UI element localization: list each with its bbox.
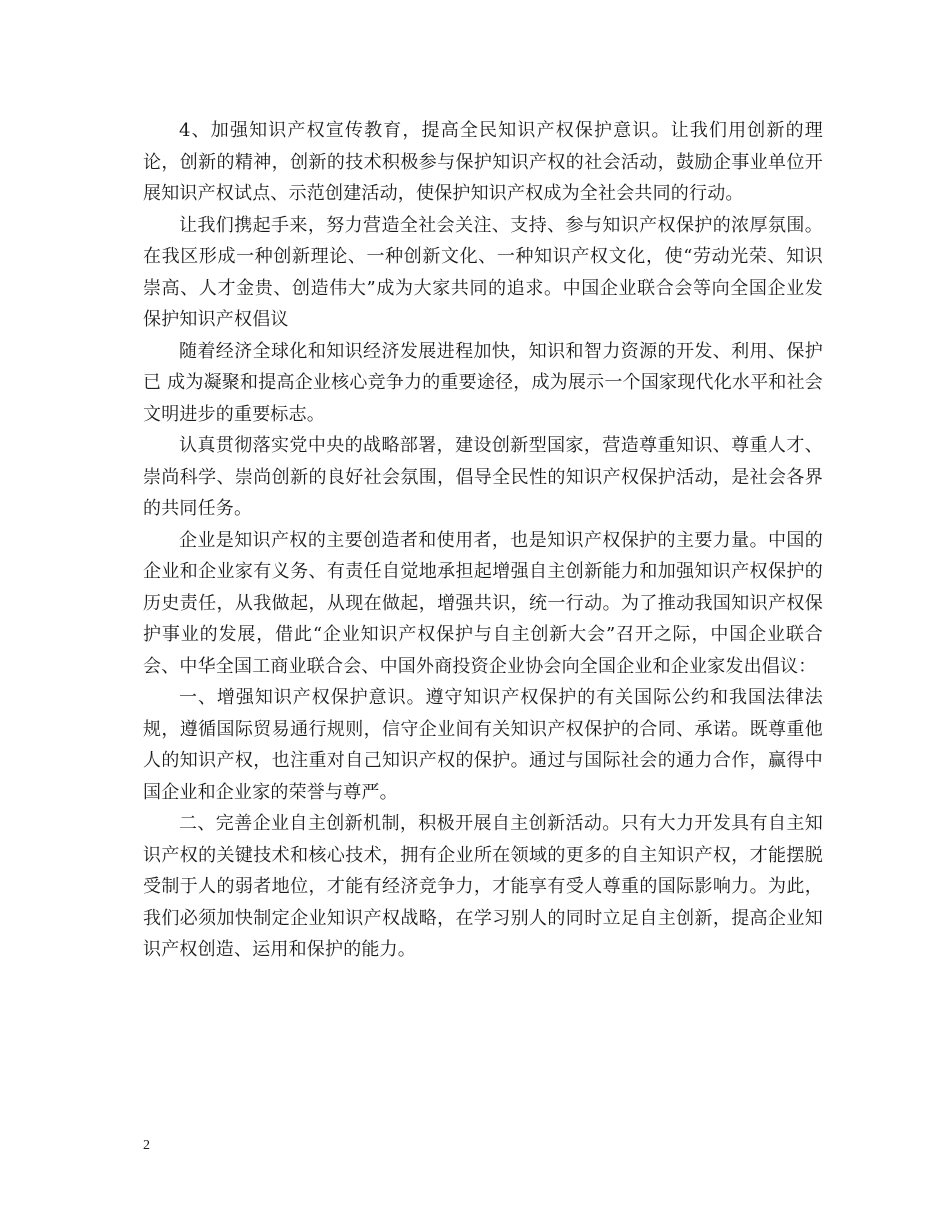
paragraph-4: 认真贯彻落实党中央的战略部署，建设创新型国家，营造尊重知识、尊重人才、崇尚科学、崇尚创新的良好社会氛围，倡导全民性的知识产权保护活动，是社会各界的共同任务。 [143, 435, 823, 519]
paragraph-5: 企业是知识产权的主要创造者和使用者，也是知识产权保护的主要力量。中国的企业和企业家有义务、有责任自觉地承担起增强自主创新能力和加强知识产权保护的历史责任，从我做起，从现在做起，增强共识，统一行动。为了推动我国知识产权保护事业的发展，借此“企业知识产权保护与自主创新大会”召开之际，中国企业联合会、中华全国工商业联合会、中国外商投资企业协会向全国企业和企业家发出倡议： [143, 529, 823, 677]
document-body [143, 115, 823, 966]
page-number: 2 [143, 1138, 150, 1153]
paragraph-7: 二、完善企业自主创新机制，积极开展自主创新活动。只有大力开发具有自主知识产权的关键技术和核心技术，拥有企业所在领域的更多的自主知识产权，才能摆脱受制于人的弱者地位，才能有经济竞争力，才能享有受人尊重的国际影响力。为此，我们必须加快制定企业知识产权战略，在学习别人的同时立足自主创新，提高企业知识产权创造、运用和保护的能力。 [143, 813, 823, 960]
paragraph-3: 随着经济全球化和知识经济发展进程加快，知识和智力资源的开发、利用、保护已 成为凝聚和提高企业核心竞争力的重要途径，成为展示一个国家现代化水平和社会文明进步的重要标志。 [143, 340, 823, 425]
paragraph-1: 4、加强知识产权宣传教育，提高全民知识产权保护意识。让我们用创新的理论，创新的精神，创新的技术积极参与保护知识产权的社会活动，鼓励企事业单位开展知识产权试点、示范创建活动，使保护知识产权成为全社会共同的行动。 [143, 120, 823, 204]
paragraph-6: 一、增强知识产权保护意识。遵守知识产权保护的有关国际公约和我国法律法规，遵循国际贸易通行规则，信守企业间有关知识产权保护的合同、承诺。既尊重他人的知识产权，也注重对自己知识产权的保护。通过与国际社会的通力合作，赢得中国企业和企业家的荣誉与尊严。 [143, 687, 823, 803]
paragraph-2: 让我们携起手来，努力营造全社会关注、支持、参与知识产权保护的浓厚氛围。在我区形成一种创新理论、一种创新文化、一种知识产权文化，使“劳动光荣、知识崇高、人才金贵、创造伟大”成为大家共同的追求。中国企业联合会等向全国企业发保护知识产权倡议 [143, 214, 823, 330]
